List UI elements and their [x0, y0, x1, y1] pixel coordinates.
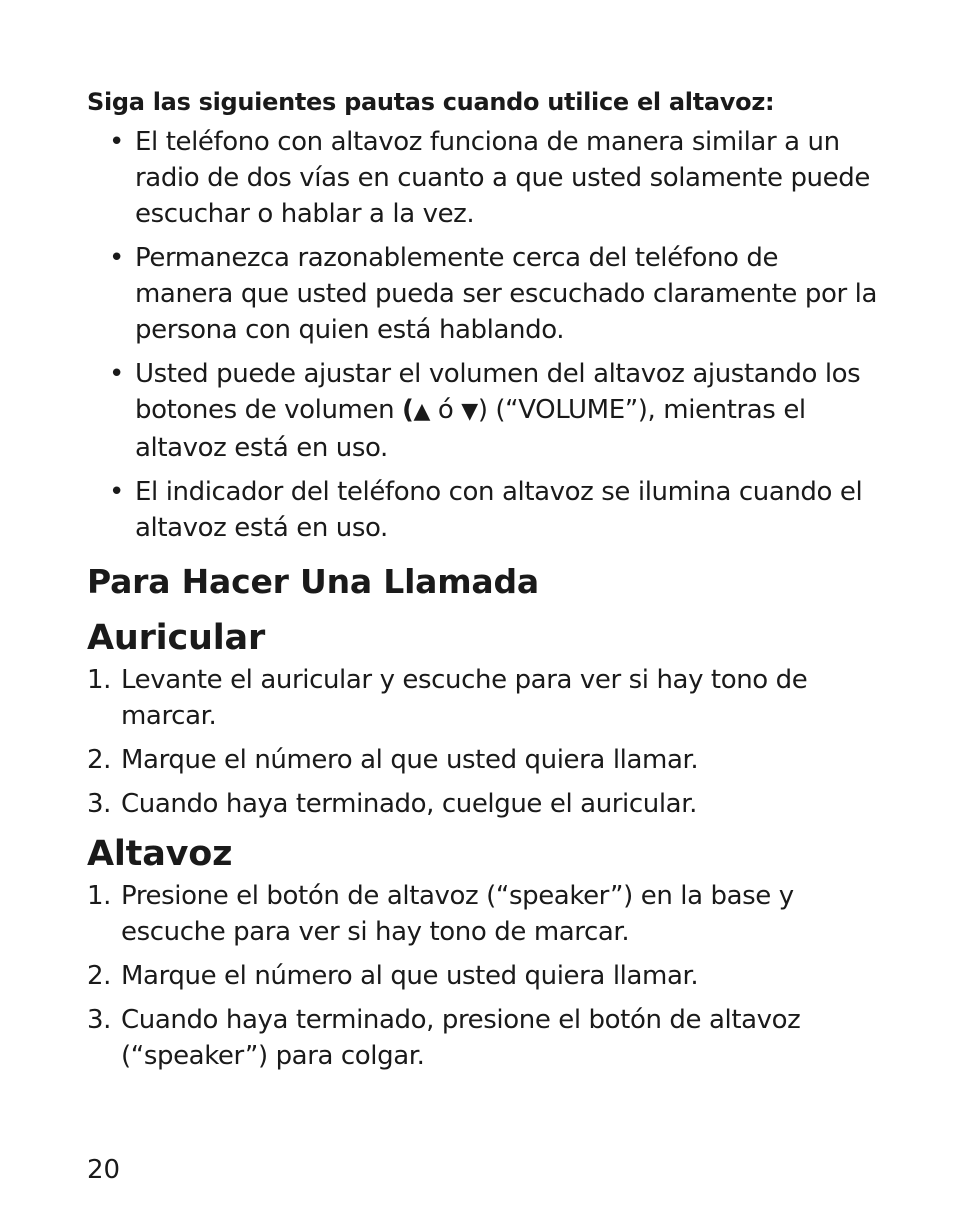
- step-text: Presione el botón de altavoz (“speaker”) en la base y escuche para ver si hay tono de marcar.: [121, 881, 794, 947]
- page-content: [87, 84, 877, 1084]
- step-text: Marque el número al que usted quiera llamar.: [121, 961, 699, 991]
- list-item: [87, 474, 877, 546]
- guidelines-list: [87, 124, 877, 546]
- step-number: 1.: [87, 881, 112, 911]
- step-text: Cuando haya terminado, presione el botón de altavoz (“speaker”) para colgar.: [121, 1005, 801, 1071]
- list-item-text: Permanezca razonablemente cerca del teléfono de manera que usted pueda ser escuchado claramente por la persona con quien está hablando.: [135, 243, 877, 345]
- step-text: Levante el auricular y escuche para ver si hay tono de marcar.: [121, 665, 808, 731]
- handset-steps: [87, 662, 877, 822]
- step-item: [87, 1002, 877, 1074]
- list-item-text: El teléfono con altavoz funciona de manera similar a un radio de dos vías en cuanto a que usted solamente puede escuchar o hablar a la vez.: [135, 127, 870, 229]
- list-item-text: [135, 359, 860, 463]
- page-number: 20: [87, 1155, 121, 1185]
- step-item: [87, 958, 877, 994]
- list-item: [87, 124, 877, 232]
- list-item: [87, 356, 877, 466]
- step-text: Cuando haya terminado, cuelgue el auricular.: [121, 789, 697, 819]
- bullet-icon: •: [109, 243, 124, 273]
- step-text: Marque el número al que usted quiera llamar.: [121, 745, 699, 775]
- volume-text-middle: ó: [430, 395, 462, 425]
- bullet-icon: •: [109, 477, 124, 507]
- handset-heading: Auricular: [87, 618, 266, 658]
- bullet-icon: •: [109, 127, 124, 157]
- volume-text-after: ) (“VOLUME”), mientras el altavoz está en uso.: [135, 395, 806, 463]
- section-title: Para Hacer Una Llamada: [87, 562, 539, 601]
- step-item: [87, 786, 877, 822]
- bullet-icon: •: [109, 359, 124, 389]
- step-item: [87, 662, 877, 734]
- step-item: [87, 878, 877, 950]
- list-item: [87, 240, 877, 348]
- list-item-text: El indicador del teléfono con altavoz se ilumina cuando el altavoz está en uso.: [135, 477, 863, 543]
- volume-down-icon: ▼: [461, 399, 478, 424]
- step-item: [87, 742, 877, 778]
- step-number: 2.: [87, 745, 112, 775]
- speaker-steps: [87, 878, 877, 1074]
- step-number: 3.: [87, 789, 112, 819]
- speaker-heading: Altavoz: [87, 834, 233, 874]
- volume-up-icon: ▲: [413, 399, 431, 424]
- volume-open-paren: (: [402, 395, 414, 425]
- volume-text-before: Usted puede ajustar el volumen del altavoz ajustando los botones de volumen: [135, 359, 861, 425]
- step-number: 1.: [87, 665, 112, 695]
- step-number: 3.: [87, 1005, 112, 1035]
- step-number: 2.: [87, 961, 112, 991]
- intro-heading: Siga las siguientes pautas cuando utilice el altavoz:: [87, 88, 775, 116]
